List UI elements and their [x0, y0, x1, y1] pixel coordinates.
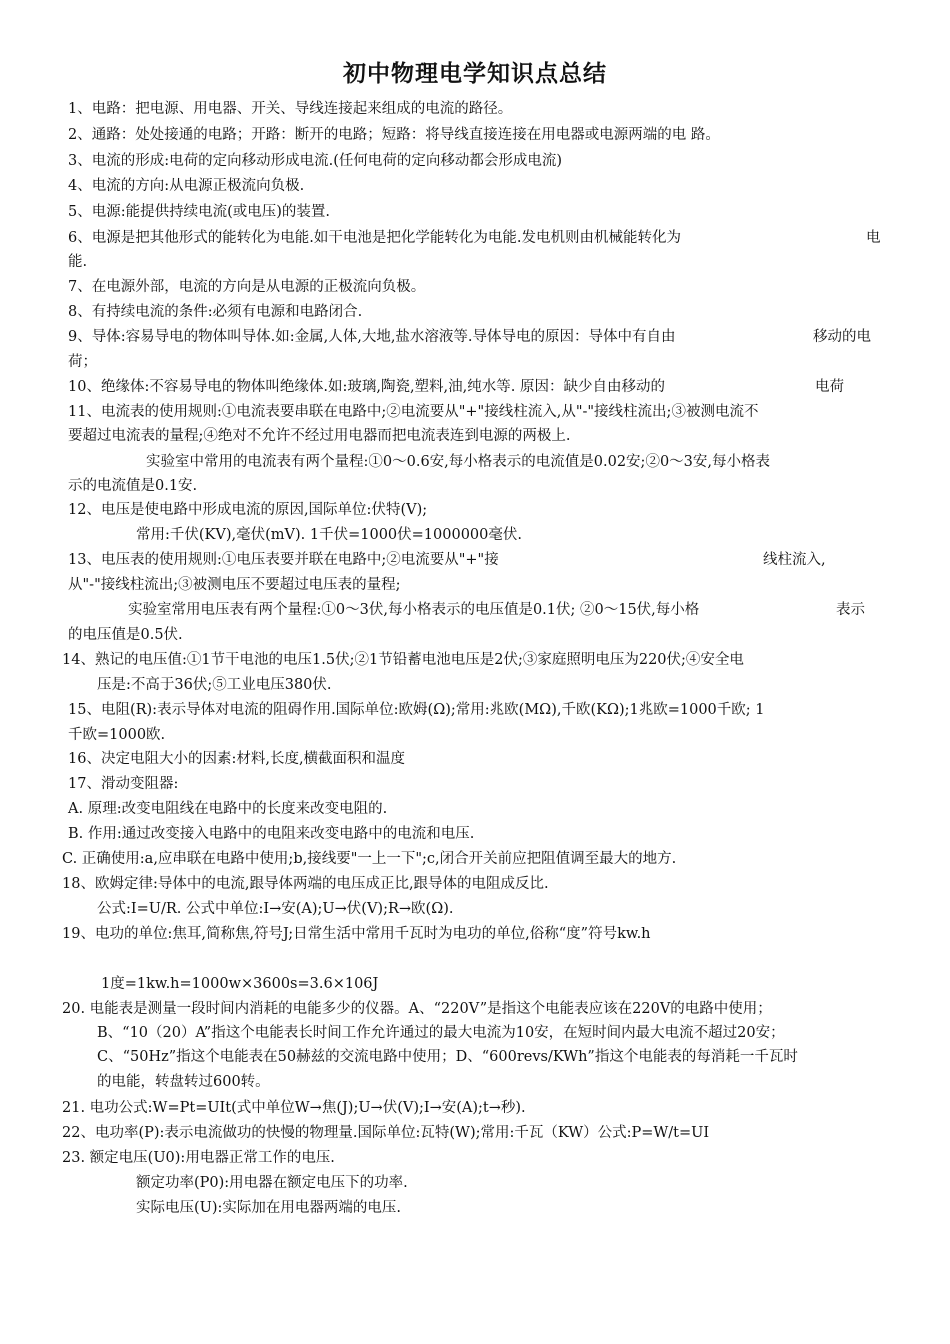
text-line-tail: 表示	[836, 602, 865, 618]
text-line: 11、电流表的使用规则:①电流表要串联在电路中;②电流要从"+"接线柱流入,从"-"接线柱流出;③被测电流不	[68, 404, 759, 420]
text-line: 21. 电功公式:W=Pt=UIt(式中单位W→焦(J);U→伏(V);I→安(A);t→秒).	[62, 1100, 526, 1116]
text-line: 20. 电能表是测量一段时间内消耗的电能多少的仪器。A、“220V”是指这个电能表应该在220V的电路中使用；	[62, 1001, 772, 1017]
text-line: C. 正确使用:a,应串联在电路中使用;b,接线要"一上一下";c,闭合开关前应把阻值调至最大的地方.	[62, 851, 677, 867]
text-line: 13、电压表的使用规则:①电压表要并联在电路中;②电流要从"+"接	[68, 552, 499, 568]
text-line: 1、电路：把电源、用电器、开关、导线连接起来组成的电流的路径。	[68, 101, 513, 117]
text-line: 5、电源:能提供持续电流(或电压)的装置.	[68, 204, 331, 220]
text-line: 9、导体:容易导电的物体叫导体.如:金属,人体,大地,盐水溶液等.导体导电的原因：导体中有自由	[68, 329, 676, 345]
text-line: 压是:不高于36伏;⑤工业电压380伏.	[97, 677, 332, 693]
text-line: 实际电压(U):实际加在用电器两端的电压.	[136, 1200, 402, 1216]
text-line: B. 作用:通过改变接入电路中的电阻来改变电路中的电流和电压.	[68, 826, 475, 842]
text-line: 要超过电流表的量程;④绝对不允许不经过用电器而把电流表连到电源的两极上.	[68, 428, 571, 444]
text-line: 14、熟记的电压值:①1节干电池的电压1.5伏;②1节铅蓄电池电压是2伏;③家庭照明电压为220伏;④安全电	[62, 652, 744, 668]
text-line: 荷；	[68, 354, 97, 370]
text-line: 10、绝缘体:不容易导电的物体叫绝缘体.如:玻璃,陶瓷,塑料,油,纯水等. 原因：缺少自由移动的	[68, 379, 665, 395]
text-line: 2、通路：处处接通的电路；开路：断开的电路；短路：将导线直接连接在用电器或电源两端的电 路。	[68, 127, 720, 143]
text-line-tail: 移动的电	[813, 329, 871, 345]
text-line: 8、有持续电流的条件:必须有电源和电路闭合.	[68, 304, 363, 320]
text-line: 常用:千伏(KV),毫伏(mV). 1千伏=1000伏=1000000毫伏.	[136, 527, 522, 543]
text-line: C、“50Hz”指这个电能表在50赫兹的交流电路中使用；D、“600revs/KWh”指这个电能表的每消耗一千瓦时	[97, 1049, 798, 1065]
text-line: 4、电流的方向:从电源正极流向负极.	[68, 178, 305, 194]
text-line: 7、在电源外部，电流的方向是从电源的正极流向负极。	[68, 279, 426, 295]
text-line-tail: 线柱流入,	[763, 552, 826, 568]
text-line: 千欧=1000欧.	[68, 727, 166, 743]
text-line: 的电能，转盘转过600转。	[97, 1074, 270, 1090]
text-line: A. 原理:改变电阻线在电路中的长度来改变电阻的.	[68, 801, 388, 817]
text-line: 19、电功的单位:焦耳,简称焦,符号J;日常生活中常用千瓦时为电功的单位,俗称“度”符号kw.h	[62, 926, 651, 942]
text-line: B、“10（20）A”指这个电能表长时间工作允许通过的最大电流为10安，在短时间内最大电流不超过20安；	[97, 1025, 785, 1041]
text-line-tail: 电荷	[815, 379, 844, 395]
text-line: 17、滑动变阻器:	[68, 776, 179, 792]
text-line: 的电压值是0.5伏.	[68, 627, 183, 643]
text-line: 22、电功率(P):表示电流做功的快慢的物理量.国际单位:瓦特(W);常用:千瓦（KW）公式:P=W/t=UI	[62, 1125, 710, 1141]
text-line: 公式:I=U/R. 公式中单位:I→安(A);U→伏(V);R→欧(Ω).	[97, 901, 454, 917]
text-line: 实验室中常用的电流表有两个量程:①0～0.6安,每小格表示的电流值是0.02安;②0～3安,每小格表	[146, 454, 771, 470]
text-line: 能.	[68, 254, 88, 270]
text-line-tail: 电	[866, 230, 881, 246]
text-line: 15、电阻(R):表示导体对电流的阻碍作用.国际单位:欧姆(Ω);常用:兆欧(MΩ),千欧(KΩ);1兆欧=1000千欧; 1	[68, 702, 765, 718]
text-line: 实验室常用电压表有两个量程:①0～3伏,每小格表示的电压值是0.1伏; ②0～15伏,每小格	[128, 602, 700, 618]
text-line: 6、电源是把其他形式的能转化为电能.如干电池是把化学能转化为电能.发电机则由机械能转化为	[68, 230, 681, 246]
text-line: 12、电压是使电路中形成电流的原因,国际单位:伏特(V);	[68, 502, 428, 518]
page-title: 初中物理电学知识点总结	[343, 60, 607, 87]
text-line: 示的电流值是0.1安.	[68, 478, 198, 494]
text-line: 1度=1kw.h=1000w×3600s=3.6×106J	[101, 976, 379, 992]
text-line: 3、电流的形成:电荷的定向移动形成电流.(任何电荷的定向移动都会形成电流)	[68, 153, 563, 169]
text-line: 18、欧姆定律:导体中的电流,跟导体两端的电压成正比,跟导体的电阻成反比.	[62, 876, 549, 892]
text-line: 额定功率(P0):用电器在额定电压下的功率.	[136, 1175, 408, 1191]
text-line: 23. 额定电压(U0):用电器正常工作的电压.	[62, 1150, 335, 1166]
text-line: 从"-"接线柱流出;③被测电压不要超过电压表的量程;	[68, 577, 401, 593]
text-line: 16、决定电阻大小的因素:材料,长度,横截面积和温度	[68, 751, 406, 767]
